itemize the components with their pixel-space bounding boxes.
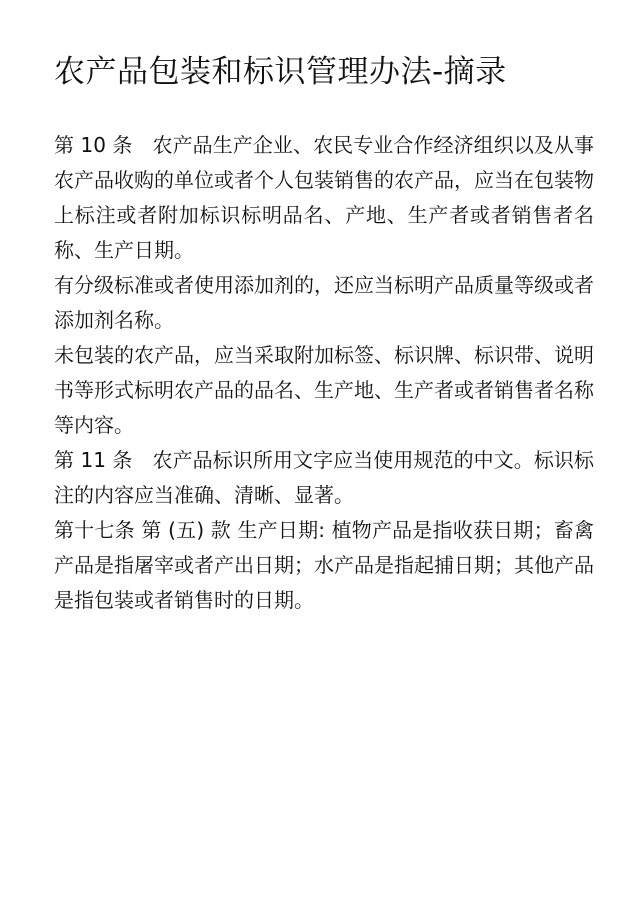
document-body (54, 128, 594, 618)
paragraph-article-17-clause-5: 第十七条 第 (五) 款 生产日期: 植物产品是指收获日期；畜禽产品是指屠宰或者产出日期；水产品是指起捕日期；其他产品是指包装或者销售时的日期。 (54, 518, 594, 612)
paragraph-article-10: 第 10 条 农产品生产企业、农民专业合作经济组织以及从事农产品收购的单位或者个人包装销售的农产品，应当在包装物上标注或者附加标识标明品名、产地、生产者或者销售者名称、生产日期。 (54, 133, 594, 262)
paragraph-unpackaged-products: 未包装的农产品，应当采取附加标签、标识牌、标识带、说明书等形式标明农产品的品名、生产地、生产者或者销售者名称等内容。 (54, 343, 594, 437)
paragraph-article-11: 第 11 条 农产品标识所用文字应当使用规范的中文。标识标注的内容应当准确、清晰、显著。 (54, 448, 594, 507)
document-title: 农产品包装和标识管理办法-摘录 (54, 54, 507, 90)
paragraph-grading-additives: 有分级标准或者使用添加剂的，还应当标明产品质量等级或者添加剂名称。 (54, 273, 594, 332)
